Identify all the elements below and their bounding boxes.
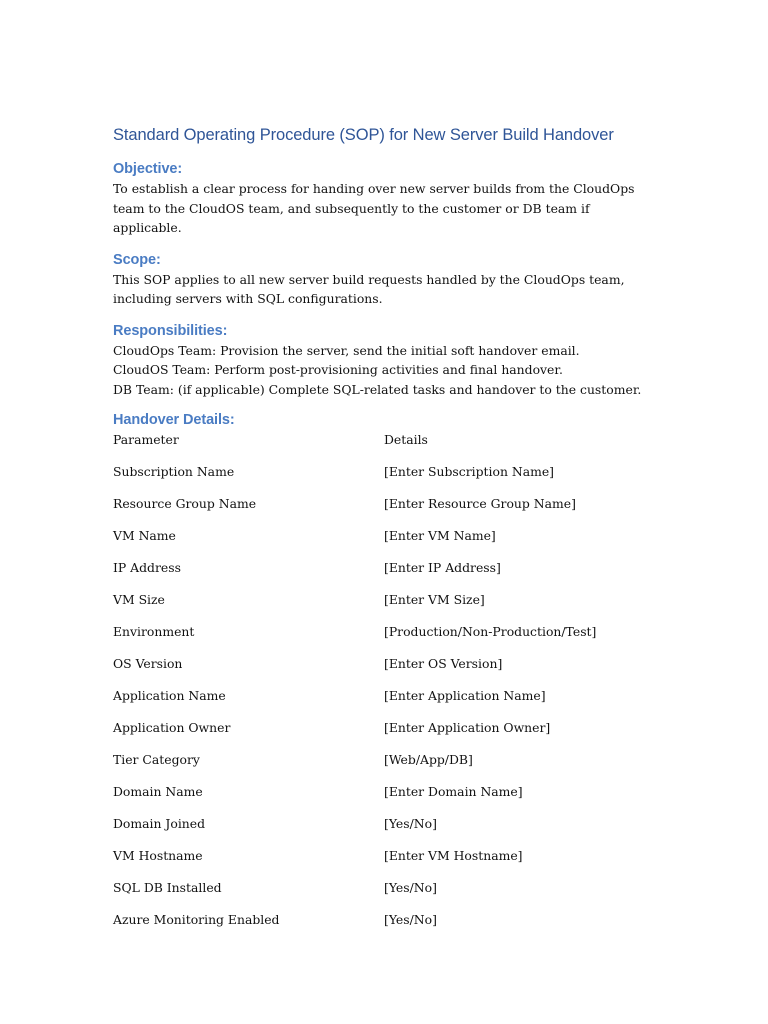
document-page xyxy=(113,124,653,943)
details-cell: [Yes/No] xyxy=(384,880,437,895)
parameter-cell: Application Owner xyxy=(113,720,231,735)
responsibility-cloudos: CloudOS Team: Perform post-provisioning activities and final handover. xyxy=(113,362,563,377)
details-cell: [Enter VM Size] xyxy=(384,592,485,607)
objective-text: To establish a clear process for handing over new server builds from the CloudOps team to the CloudOS team, and subsequently to the customer or DB team if applicable. xyxy=(113,181,635,235)
details-cell: [Enter IP Address] xyxy=(384,560,501,575)
table-row xyxy=(113,559,653,591)
details-cell: [Web/App/DB] xyxy=(384,752,473,767)
table-row xyxy=(113,463,653,495)
column-header-parameter: Parameter xyxy=(113,432,179,447)
details-cell: [Enter VM Hostname] xyxy=(384,848,523,863)
table-row xyxy=(113,527,653,559)
responsibility-db: DB Team: (if applicable) Complete SQL-related tasks and handover to the customer. xyxy=(113,381,642,397)
table-row xyxy=(113,751,653,783)
table-row xyxy=(113,591,653,623)
parameter-cell: Environment xyxy=(113,624,195,639)
parameter-cell: Subscription Name xyxy=(113,464,235,479)
details-cell: [Yes/No] xyxy=(384,816,437,831)
responsibilities-heading: Responsibilities: xyxy=(113,322,228,339)
parameter-cell: VM Name xyxy=(113,528,176,543)
scope-heading: Scope: xyxy=(113,251,161,268)
responsibilities-section xyxy=(113,321,653,400)
scope-section xyxy=(113,250,653,309)
table-row xyxy=(113,783,653,815)
document-title: Standard Operating Procedure (SOP) for New Server Build Handover xyxy=(113,126,614,144)
parameter-cell: Application Name xyxy=(113,688,226,703)
table-row xyxy=(113,687,653,719)
parameter-cell: Domain Name xyxy=(113,784,203,799)
parameter-cell: Resource Group Name xyxy=(113,496,257,511)
handover-heading: Handover Details: xyxy=(113,412,235,428)
parameter-cell: IP Address xyxy=(113,560,181,575)
parameter-cell: Tier Category xyxy=(113,752,200,767)
details-cell: [Enter Domain Name] xyxy=(384,784,523,799)
details-cell: [Enter Subscription Name] xyxy=(384,464,555,479)
table-row xyxy=(113,847,653,879)
details-cell: [Enter VM Name] xyxy=(384,528,496,543)
table-row xyxy=(113,879,653,911)
details-cell: [Enter Application Name] xyxy=(384,688,546,703)
table-header-row xyxy=(113,431,653,463)
table-row xyxy=(113,495,653,527)
objective-section xyxy=(113,159,653,238)
column-header-details: Details xyxy=(384,432,428,447)
handover-section xyxy=(113,410,653,943)
table-row xyxy=(113,911,653,943)
parameter-cell: OS Version xyxy=(113,656,183,671)
objective-heading: Objective: xyxy=(113,161,183,177)
details-cell: [Production/Non-Production/Test] xyxy=(384,624,597,639)
table-row xyxy=(113,719,653,751)
handover-table xyxy=(113,431,653,943)
table-row xyxy=(113,655,653,687)
parameter-cell: Domain Joined xyxy=(113,816,206,831)
table-row xyxy=(113,815,653,847)
parameter-cell: VM Size xyxy=(113,592,165,607)
scope-text: This SOP applies to all new server build requests handled by the CloudOps team, including servers with SQL configurations. xyxy=(113,271,625,306)
table-row xyxy=(113,623,653,655)
parameter-cell: Azure Monitoring Enabled xyxy=(113,912,280,927)
parameter-cell: VM Hostname xyxy=(113,848,203,863)
details-cell: [Enter Resource Group Name] xyxy=(384,496,576,511)
details-cell: [Enter Application Owner] xyxy=(384,720,551,735)
details-cell: [Enter OS Version] xyxy=(384,656,503,671)
responsibility-cloudops: CloudOps Team: Provision the server, send the initial soft handover email. xyxy=(113,342,580,358)
details-cell: [Yes/No] xyxy=(384,912,437,927)
parameter-cell: SQL DB Installed xyxy=(113,880,222,895)
